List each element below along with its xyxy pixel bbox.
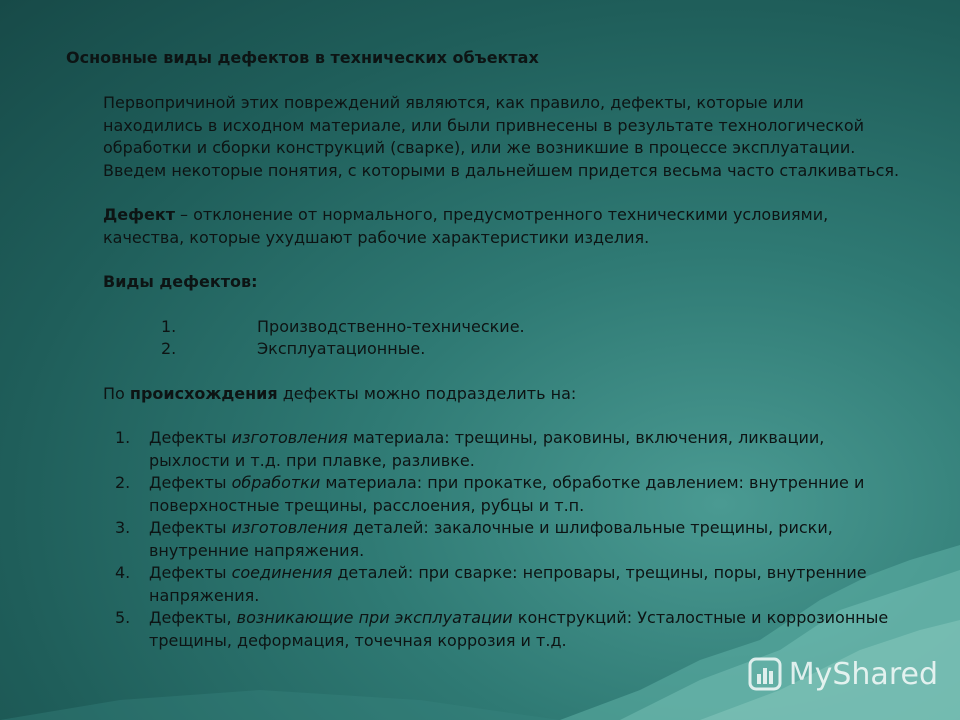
definition-term: Дефект [103, 205, 175, 224]
types-heading: Виды дефектов: [103, 272, 258, 291]
intro-paragraph: Первопричиной этих повреждений являются, как правило, дефекты, которые или находились в исходном материале, или были привнесены в результате технологической обработки и сборки конструкций (сварке), или же возникшие в процессе эксплуатации. Введем некоторые понятия, с которыми в дальнейшем придется весьма часто сталкиваться. [103, 93, 900, 180]
definition-text: – отклонение от нормального, предусмотренного техническими условиями, качества, которые ухудшают рабочие характеристики изделия. [103, 205, 829, 247]
definition-paragraph [103, 204, 903, 249]
origin-paragraph: По происхождения дефекты можно подразделить на: [103, 383, 577, 403]
list-item: 1. Дефекты изготовления материала: трещины, раковины, включения, ликвации, рыхлости и т.д. при плавке, разливке. [115, 428, 825, 470]
watermark [747, 656, 938, 692]
list-item: 2. Дефекты обработки материала: при прокатке, обработке давлением: внутренние и поверхностные трещины, расслоения, рубцы и т.п. [115, 473, 865, 515]
list-item: 3. Дефекты изготовления деталей: закалочные и шлифовальные трещины, риски, внутренние напряжения. [115, 518, 833, 560]
watermark-text: MyShared [788, 656, 938, 692]
list-item: 4. Дефекты соединения деталей: при сварке: непровары, трещины, поры, внутренние напряжения. [115, 563, 867, 605]
slide-title: Основные виды дефектов в технических объектах [66, 48, 539, 67]
list-item: 2. Эксплуатационные. [161, 339, 426, 358]
list-item: 5. Дефекты, возникающие при эксплуатации конструкций: Усталостные и коррозионные трещины, деформация, точечная коррозия и т.д. [115, 608, 889, 650]
origin-list [103, 427, 903, 652]
list-item: 1. Производственно-технические. [161, 316, 525, 336]
chart-logo-icon [747, 656, 783, 692]
slide-content [103, 92, 903, 652]
types-list [103, 316, 903, 361]
